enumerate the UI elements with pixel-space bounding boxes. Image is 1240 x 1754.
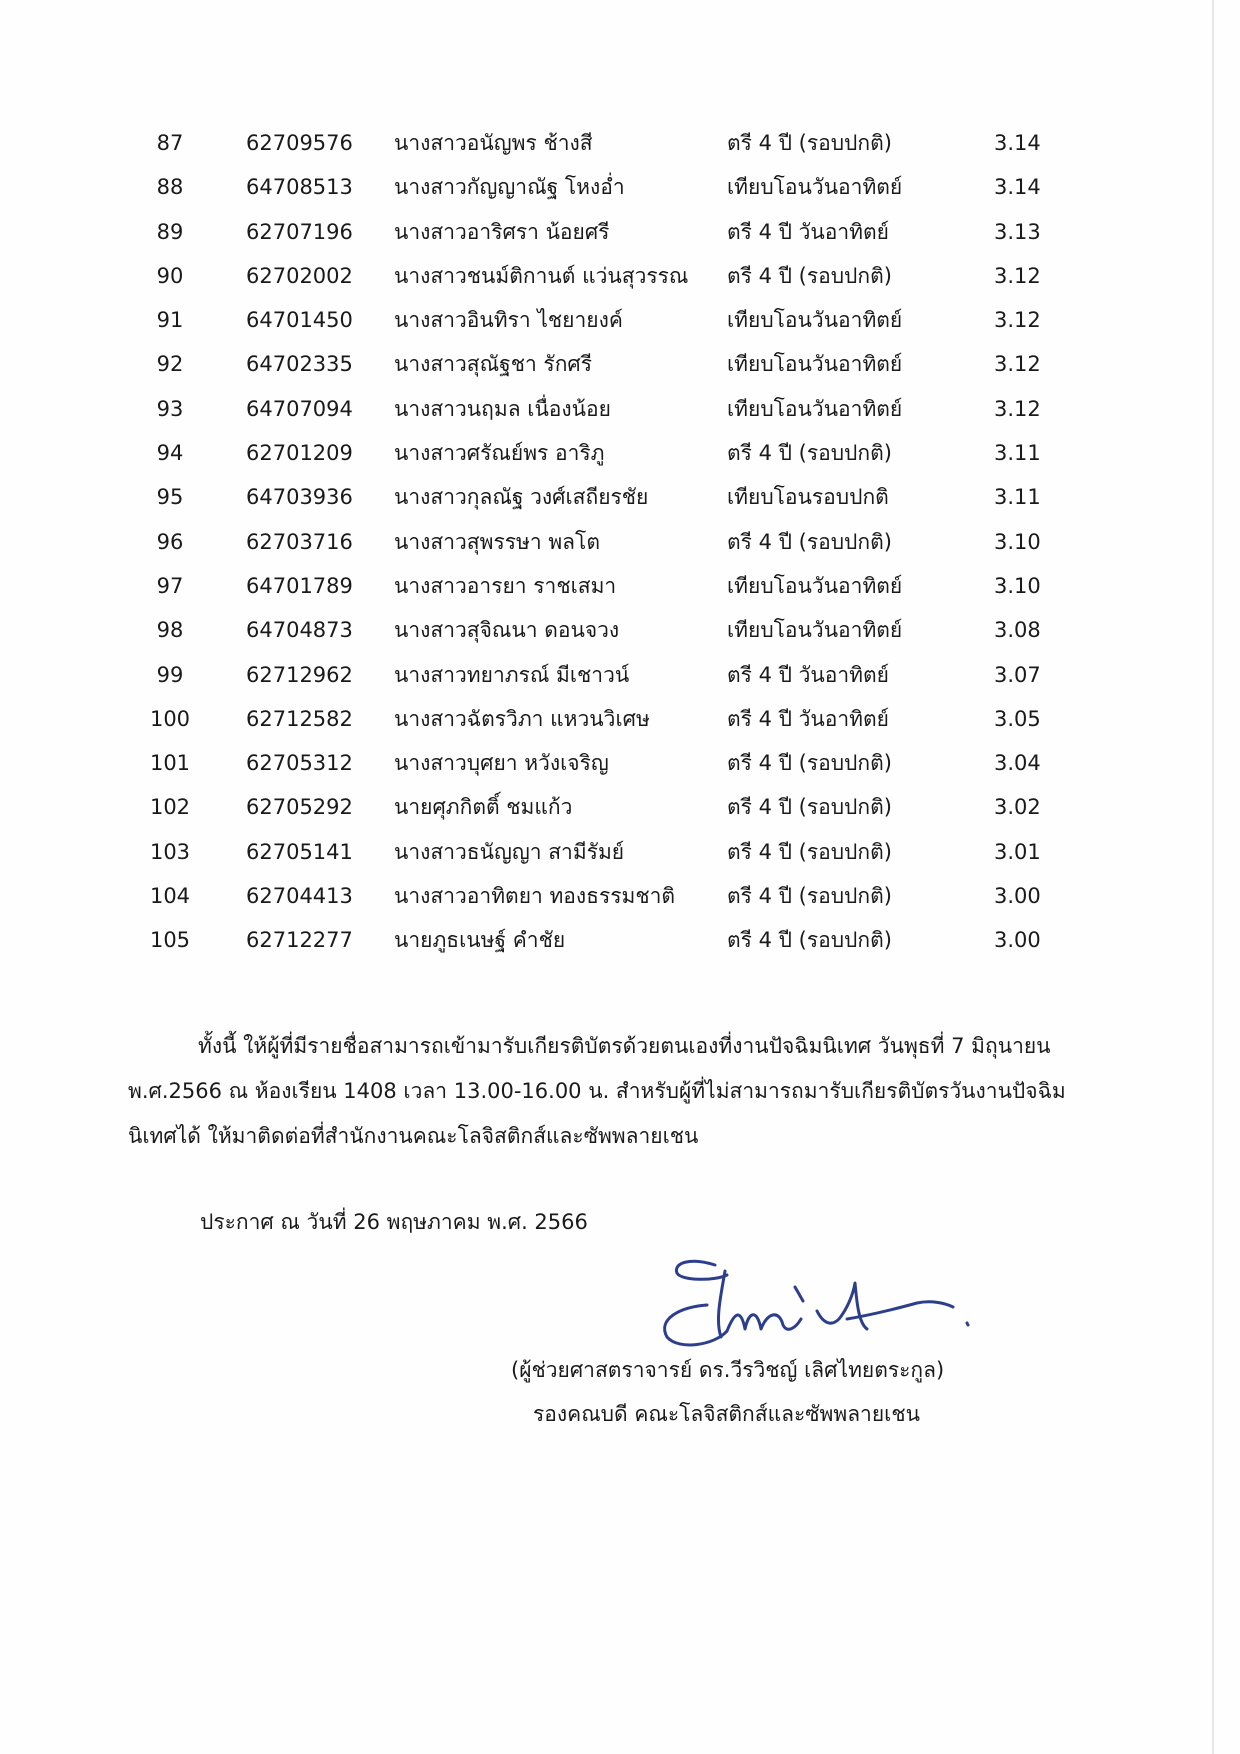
gpa-value: 3.10	[994, 529, 1041, 554]
table-row	[0, 830, 1240, 874]
program-type: เทียบโอนวันอาทิตย์	[727, 618, 903, 643]
row-number: 104	[149, 884, 191, 909]
student-id: 64707094	[246, 396, 353, 421]
student-id: 64708513	[246, 175, 353, 200]
row-number: 101	[149, 751, 191, 776]
student-name: นางสาวกัญญาณัฐ โหงอ่ำ	[394, 175, 625, 200]
student-name: นางสาวอาริศรา น้อยศรี	[394, 219, 610, 244]
student-name: นางสาวสุจิณนา ดอนจวง	[394, 618, 620, 643]
row-number: 90	[156, 263, 184, 288]
program-type: ตรี 4 ปี (รอบปกติ)	[727, 441, 892, 466]
student-name: นางสาวกุลณัฐ วงศ์เสถียรชัย	[394, 485, 649, 510]
student-name: นางสาวอาทิตยา ทองธรรมชาติ	[394, 884, 676, 909]
row-number: 94	[156, 441, 184, 466]
student-name: นายภูธเนษฐ์ คำชัย	[394, 928, 566, 953]
student-name: นางสาวศรัณย์พร อาริภู	[394, 441, 605, 466]
row-number: 96	[156, 529, 184, 554]
gpa-value: 3.12	[994, 352, 1041, 377]
notice-line: พ.ศ.2566 ณ ห้องเรียน 1408 เวลา 13.00-16.00 น. สำหรับผู้ที่ไม่สามารถมารับเกียรติบัตรวันงานปัจฉิม	[128, 1079, 1066, 1103]
student-id: 62709576	[246, 131, 353, 155]
table-row	[0, 697, 1240, 741]
row-number: 102	[149, 795, 191, 820]
program-type: เทียบโอนรอบปกติ	[727, 485, 889, 510]
student-name: นางสาวสุณัฐชา รักศรี	[394, 352, 593, 377]
table-row	[0, 653, 1240, 697]
student-id: 62712277	[246, 928, 353, 953]
notice-line: ทั้งนี้ ให้ผู้ที่มีรายชื่อสามารถเข้ามารับเกียรติบัตรด้วยตนเองที่งานปัจฉิมนิเทศ วันพุธที่ 7 มิถุนายน	[198, 1034, 1051, 1058]
program-type: ตรี 4 ปี (รอบปกติ)	[727, 131, 892, 155]
gpa-value: 3.11	[994, 485, 1041, 510]
program-type: ตรี 4 ปี วันอาทิตย์	[727, 706, 889, 731]
student-id: 62704413	[246, 884, 353, 909]
row-number: 89	[156, 219, 184, 244]
table-row	[0, 210, 1240, 254]
row-number: 93	[156, 396, 184, 421]
signatory-name: (ผู้ช่วยศาสตราจารย์ ดร.วีรวิชญ์ เลิศไทยตระกูล)	[511, 1358, 945, 1382]
program-type: ตรี 4 ปี (รอบปกติ)	[727, 839, 892, 864]
handwritten-signature	[655, 1245, 985, 1355]
student-name: นางสาวอารยา ราชเสมา	[394, 573, 617, 598]
student-name: นางสาวชนม์ติกานต์ แว่นสุวรรณ	[394, 263, 689, 288]
program-type: เทียบโอนวันอาทิตย์	[727, 175, 903, 200]
student-name: นางสาวอนัญพร ช้างสี	[394, 131, 593, 155]
student-id: 62705292	[246, 795, 353, 820]
gpa-value: 3.05	[994, 706, 1041, 731]
student-name: นางสาวนฤมล เนื่องน้อย	[394, 396, 611, 421]
student-name: นางสาวบุศยา หวังเจริญ	[394, 751, 609, 776]
table-row	[0, 298, 1240, 342]
student-id: 62712962	[246, 662, 353, 687]
table-row	[0, 431, 1240, 475]
table-row	[0, 165, 1240, 209]
program-type: ตรี 4 ปี (รอบปกติ)	[727, 751, 892, 776]
student-name: นางสาวทยาภรณ์ มีเชาวน์	[394, 662, 630, 687]
student-name: นางสาวฉัตรวิภา แหวนวิเศษ	[394, 706, 650, 731]
row-number: 103	[149, 839, 191, 864]
gpa-value: 3.02	[994, 795, 1041, 820]
program-type: เทียบโอนวันอาทิตย์	[727, 573, 903, 598]
student-id: 64701450	[246, 308, 353, 333]
gpa-value: 3.00	[994, 928, 1041, 953]
gpa-value: 3.14	[994, 131, 1041, 155]
program-type: เทียบโอนวันอาทิตย์	[727, 308, 903, 333]
table-row	[0, 785, 1240, 829]
collection-notice	[128, 1024, 1078, 1159]
gpa-value: 3.14	[994, 175, 1041, 200]
student-name: นางสาวอินทิรา ไชยายงค์	[394, 308, 623, 333]
gpa-value: 3.12	[994, 263, 1041, 288]
award-list-table	[0, 121, 1240, 963]
table-row	[0, 564, 1240, 608]
program-type: เทียบโอนวันอาทิตย์	[727, 352, 903, 377]
notice-line: นิเทศได้ ให้มาติดต่อที่สำนักงานคณะโลจิสติกส์และซัพพลายเชน	[128, 1124, 699, 1148]
table-row	[0, 741, 1240, 785]
table-row	[0, 918, 1240, 962]
student-id: 64703936	[246, 485, 353, 510]
program-type: ตรี 4 ปี วันอาทิตย์	[727, 662, 889, 687]
student-id: 64704873	[246, 618, 353, 643]
program-type: ตรี 4 ปี (รอบปกติ)	[727, 795, 892, 820]
table-row	[0, 387, 1240, 431]
program-type: ตรี 4 ปี (รอบปกติ)	[727, 529, 892, 554]
signatory-position: รองคณบดี คณะโลจิสติกส์และซัพพลายเชน	[533, 1402, 920, 1426]
program-type: ตรี 4 ปี วันอาทิตย์	[727, 219, 889, 244]
row-number: 98	[156, 618, 184, 643]
student-id: 62701209	[246, 441, 353, 466]
row-number: 97	[156, 573, 184, 598]
gpa-value: 3.01	[994, 839, 1041, 864]
table-row	[0, 608, 1240, 652]
program-type: ตรี 4 ปี (รอบปกติ)	[727, 884, 892, 909]
student-name: นางสาวสุพรรษา พลโต	[394, 529, 600, 554]
student-id: 62703716	[246, 529, 353, 554]
student-name: นางสาวธนัญญา สามีรัมย์	[394, 839, 625, 864]
gpa-value: 3.12	[994, 308, 1041, 333]
row-number: 91	[156, 308, 184, 333]
gpa-value: 3.08	[994, 618, 1041, 643]
row-number: 105	[149, 928, 191, 953]
table-row	[0, 520, 1240, 564]
table-row	[0, 121, 1240, 165]
gpa-value: 3.11	[994, 441, 1041, 466]
row-number: 99	[156, 662, 184, 687]
student-id: 64701789	[246, 573, 353, 598]
table-row	[0, 475, 1240, 519]
gpa-value: 3.00	[994, 884, 1041, 909]
row-number: 100	[149, 706, 191, 731]
student-id: 62702002	[246, 263, 353, 288]
announcement-date: ประกาศ ณ วันที่ 26 พฤษภาคม พ.ศ. 2566	[200, 1210, 588, 1234]
gpa-value: 3.13	[994, 219, 1041, 244]
row-number: 87	[156, 131, 184, 155]
student-id: 62712582	[246, 706, 353, 731]
student-id: 62705312	[246, 751, 353, 776]
gpa-value: 3.04	[994, 751, 1041, 776]
student-id: 62707196	[246, 219, 353, 244]
gpa-value: 3.07	[994, 662, 1041, 687]
row-number: 95	[156, 485, 184, 510]
student-id: 64702335	[246, 352, 353, 377]
table-row	[0, 342, 1240, 386]
student-name: นายศุภกิตติ์ ชมแก้ว	[394, 795, 573, 820]
program-type: ตรี 4 ปี (รอบปกติ)	[727, 263, 892, 288]
program-type: ตรี 4 ปี (รอบปกติ)	[727, 928, 892, 953]
gpa-value: 3.10	[994, 573, 1041, 598]
gpa-value: 3.12	[994, 396, 1041, 421]
table-row	[0, 254, 1240, 298]
program-type: เทียบโอนวันอาทิตย์	[727, 396, 903, 421]
row-number: 88	[156, 175, 184, 200]
table-row	[0, 874, 1240, 918]
student-id: 62705141	[246, 839, 353, 864]
row-number: 92	[156, 352, 184, 377]
